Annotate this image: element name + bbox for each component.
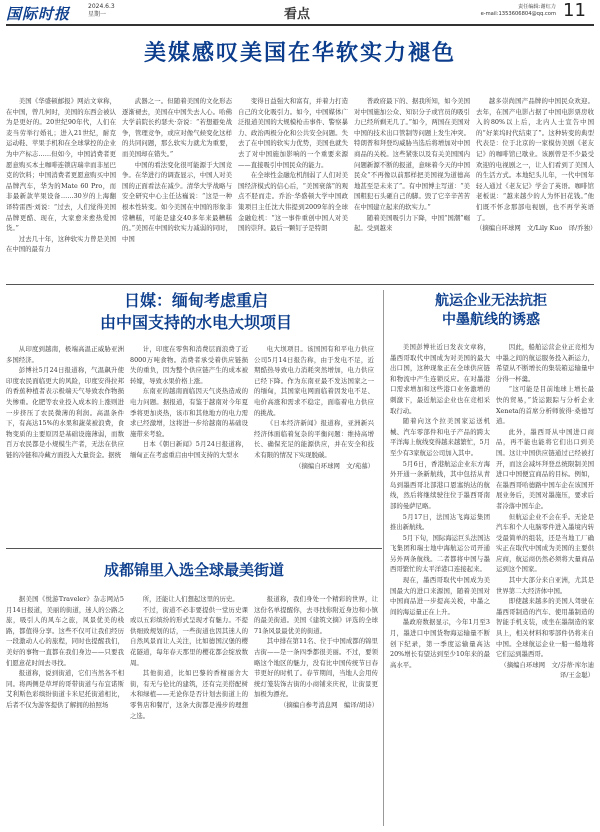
story2-paragraph: 彭博社5月24日报道称，气温飙升使印度农民面临更大的风险，印度安得拉邦的香蕉种植者表示极端天气导致农作物损失惨重。化肥等农业投入成本的上涨则进一步挤压了农民微薄的利润。高温条件下，有高达15%的水果和蔬菜被浪费，食物变质的主要原因是基础设施薄弱，而数百万农民都是小规模生产者，无法在供应链的冷链和冷藏方面投入大量资金。据统: [6, 366, 124, 459]
story4-signature: （摘编自参考消息网 编译/胡诗）: [279, 700, 378, 709]
story3-paragraph: 5月下旬，国际海运巨头法国达飞集团和瑞士地中海航运公司开通另外两条航线。二者都将中国与墨西哥繁忙的太平洋港口连接起来。: [390, 533, 490, 574]
story3-signature: （摘编自环球网 文/芬蒂·库尔迪 译/王金聪）: [500, 660, 600, 680]
story3-paragraph: 其中大部分来自亚洲，尤其是世界第二大经济体中国。: [496, 576, 594, 595]
story2-headline: [6, 290, 386, 334]
issue-date: [88, 3, 115, 19]
story3-column-2: [496, 342, 600, 826]
story3-paragraph: 随着向这个拉美国家运送机械、汽车零部件和电子产品的跨太平洋海上航线变得越来越繁忙，5月至少有3家航运公司加入其中。: [390, 417, 490, 457]
story2-paragraph: 日本《朝日新闻》5月24日报道称，缅甸正在考虑重启由中国支持的大型水: [130, 440, 248, 459]
story4-column-2: [130, 594, 248, 828]
story1-paragraph: 普政府最下的、据我所知，如今美国对中国施加公众、知识分子或官员的吸引力已经所剩无几了。”如今，两国在美国对中国的技术出口管制等问题上发生冲突。特朗普和拜登均威胁当选后将增加对中国商品的关税。这些紧张以及有关美国国内问题新源不断的报道，意味着今天的中国民众“不再像以前那样把美国视为道德高地甚至是未来了”。有中国博主写道：“美国粗犯石头砸自己的脚。毁了它辛辛苦苦在中国建立起来的软实力。”: [354, 97, 470, 211]
section-title: 看点: [284, 7, 311, 22]
story4-paragraph: 其中排在第11名、位于中国成都的锦里古街——是一条四季都很美丽。不过，要领略这个地区的魅力，没有比中国传统节日春节更好的时机了。春节期间，当地人会用传统灯笼装饰古街的小商铺来庆祝，让街景更加极为漂亮。: [254, 637, 378, 699]
story4-paragraph: 报道称，说到街道，它们当然各不相同。将两侧是草坪的哥带街道与布宜诺斯艾利斯色彩缤纷街道卡米尼托街道相比，后者不仅为游客提供了解拥的拍照场: [6, 669, 124, 709]
story3-paragraph: 此外，墨西哥从中国进口商品，再不能也能将它们出口到美国。这让中国供应链通过已经被打开，而这会减坏拜登总统限制美国进口中国便宜商品的目标。例如，在墨西哥哈德路中国车企在该国开展业务后，美国对墨施压，要求后者冷落中国车企。: [496, 427, 594, 510]
story1-column-2: [122, 96, 232, 280]
masthead: 国际时报: [6, 5, 71, 23]
story3-headline-line: 中墨航线的诱惑: [442, 312, 540, 328]
header-divider: [6, 24, 594, 26]
story4-headline: 成都锦里入选全球最美街道: [103, 561, 284, 579]
story3-paragraph: 但航运企业不会在乎。无论是汽车和个人电脑零件进入墨境内转受最简单的组装，还是当地工厂确实正在取代中国成为美国的主要供应商，航运商仍然必须将大量商品运到这个国家。: [496, 512, 594, 574]
story4-paragraph: 所，还能让人们想起这里的历史。: [142, 595, 239, 603]
story3-column-1: [390, 342, 490, 826]
story2-signature: （摘编自环球网 文/苑慕）: [295, 461, 374, 470]
story1-headline: 美媒感叹美国在华软实力褪色: [143, 41, 456, 66]
story1-paragraph: 随着美国吸引力下降，中国“国潮”崛起。受到越来: [354, 213, 470, 233]
page-number: 11: [563, 0, 586, 21]
story1-paragraph: 美国《华盛顿邮报》网站文章称，在中国，曾几何时，美国的东西会被认为是更好的。20世纪90年代，人们在麦当劳举行婚礼；进入21世纪，耐克运动鞋、苹果手机和在全球掌控的企业为中产标志……但如今，中国消费者更愿意购买本土咖啡连锁店瑞幸而非星巴克的饮料；中国消费者更愿意购买中国品牌汽车，华为的Mate 60 Pro，而非最新款苹果设备……30岁的上海翻译特雷西·刘说：“过去，人们觉得美国品牌更酷、现在，大家愈来愈热爱国货。”: [6, 97, 116, 233]
editor-name: 责任编辑:谢红力: [517, 4, 556, 10]
editor-info: [454, 4, 556, 18]
story1-column-3: [238, 96, 348, 280]
story3-paragraph: 因此，船舶运营企业正竞相为中墨之间的航运服务投入新运力，希望从不断增长的集装箱运输量中分得一杯羹。: [496, 343, 594, 383]
section-divider: [6, 548, 382, 549]
story1-column-1: [6, 96, 116, 280]
story3-paragraph: 美国彭博社近日发表文章称，墨西哥取代中国成为对美国的最大出口国，这种现象正在全球供应链和物流中产生连锁反应。在对墨港口需求增加和这些港口业务激增的刺激下，最近航运企业也在竞相采取行动。: [390, 343, 490, 415]
story1-column-4: [354, 96, 470, 280]
story2-headline-line: 由中国支持的水电大坝项目: [99, 313, 292, 332]
story1-signature: （摘编自环球网 文/Lily Kuo 译/乔独）: [476, 224, 597, 233]
story4-paragraph: 报道称，我们身处一个精彩的世界，让这份名单提醒你，去寻找你附近身边和小镇的最美街道。美国《建筑文摘》评选的全球71条风景最优美的街道。: [254, 595, 378, 635]
column-divider: [383, 290, 384, 826]
story1-paragraph: 中国的看法变化很可能源于大国竞争。在华进行的调查显示，中国人对美国的正面看法在减少。清华大学战略与安全研究中心主任达巍说：“这是一种根本性转变。如今美国在中国的形象非常糟糕，可能是建交40多年来最糟糕的。”美国在中国的软实力减弱的同时，中国: [122, 160, 232, 243]
story4-column-1: [6, 594, 124, 828]
story2-column-2: [130, 344, 248, 540]
story1-column-5: [476, 96, 597, 280]
page-header: [0, 0, 600, 26]
story4-column-3: [254, 594, 378, 828]
story2-column-1: [6, 344, 124, 540]
story2-paragraph: 从印度到越南，极端高温正威胁亚洲多国经济。: [6, 345, 124, 364]
story1-paragraph: 变得日益强大和富有，并着力打造自己的文化吸引力。如今，中国媒体广泛报道美国的大规模枪击事件、警察暴力、政治两极分化和公共安全问题。失去了在中国的软实力优势，美国也就失去了对中国施加影响的一个重要来源——直接吸引中国民众的能力。: [238, 97, 348, 169]
editor-email: e-mail:1353606804@qq.com: [480, 11, 556, 17]
story2-paragraph: 《日本经济新闻》报道称，亚洲新兴经济体面临着复杂的平衡问题：维持高增长、确保充足的能源供应，并在安全和技术有限的情况下实现脱碳。: [254, 419, 374, 459]
story2-paragraph: 东南亚的越南面临因天气炎热造成的电力问题。据报道，有鉴于越南对今年夏季将更加炎热，该市和其他地方的电力需求已经激增，这将进一步给越南的基础设施带来考验。: [130, 387, 248, 438]
story4-paragraph: 据美国《悦游Traveler》杂志网站5月14日报道，美丽的街道，迷人的公路之旅，吸引人的风车之旅，风景优美的栈路，都值得分享。这些不仅可让我们经历一段激动人心的旅程，同时也提醒我们，美好的事物一直都在我们身边——只要我们愿意花时间去寻找。: [6, 595, 124, 667]
story3-paragraph: 5月17日，法国达飞海运集团推出新航线。: [390, 512, 490, 532]
story1-paragraph: 武器之一。但随着美国的文化形态逐渐褪去，美国在中国失去人心。哈佛大学前院长约瑟夫·奈说：“若想避免战争，管理竞争，或应对像气候变化这样的共同问题，那么软实力就尤为重要，而美国却在错失。”: [122, 97, 232, 158]
story2-column-3: [254, 344, 374, 540]
story3-headline: [388, 292, 594, 330]
story3-paragraph: 现在，墨西哥取代中国成为美国最大的进口来源国，随着美国对中国商品进一步提高关税，中墨之间的海运量正在上升。: [390, 576, 490, 616]
date: 2024.6.3: [88, 3, 115, 10]
story2-headline-line: 日媒：缅甸考虑重启: [123, 291, 268, 310]
story3-headline-line: 航运企业无法抗拒: [435, 293, 547, 309]
section-divider: [6, 284, 594, 285]
story2-paragraph: 计，印度在零售和消费层面浪费了近8000万吨食物。消费者承受着供应链损失的重负，因为整个供应链产生的成本被转嫁，导致水果价格上涨。: [130, 345, 248, 385]
story3-paragraph: “这可能是目前地球上增长最快的贸易，”货运跟踪与分析企业Xeneta的首席分析师彼得·桑德写道。: [496, 385, 594, 426]
story2-paragraph: 电大坝项目。该国国有和平电力供应公司5月14日报告称，由于发电不足，近期酷热导致电力消耗突然增加，电力供应已经下降。作为东南亚最不发达国家之一的缅甸，其国家电网面临着因发电不足、电价高涨和需求不稳定，面临着电力供应的挑战。: [254, 345, 374, 417]
story3-paragraph: 5月6日，香港航运企业东方海外开通一条新航线，其中包括从青岛到墨西哥北部港口恩塞纳达的航线，然后将继续驶往位于墨西哥南部的曼萨尼略。: [390, 459, 490, 510]
story4-paragraph: 其他街道，比如巴黎的香榭丽舍大街，有无与伦比的建筑，还有完美搭配树木和绿植——无论你是否计划去街道上的零售店和餐厅，这条大街都是漫步的理想之选。: [130, 669, 248, 720]
story3-paragraph: 墨政府数据显示，今年1月至3月，墨进口中国货物海运输量不断创下纪录，第一季度运输量高达20%增长有望达到至少10年来的最高水平。: [390, 618, 490, 669]
weekday: 星期一: [88, 11, 107, 18]
story1-paragraph: 在全球性金融危机削弱了人们对美国经济模式的信心后，“美国衰落”的观点不胫而走。乔治·华盛顿大学中国政策项目主任沈大伟提到2009年的全球金融危机：“这一事件重创中国人对美国的崇拜。最后一颗钉子是特朗: [238, 171, 348, 233]
story4-paragraph: 不过，街道不必非要提供一堂历史课或以五彩缤纷的形式呈现才有魅力。不提供细致规划的话，一些街道也因其迷人的自然风景而让人关注，比如德国汉堡的樱花隧道，每年春天那里的樱花都会绽放数周。: [130, 605, 248, 667]
story1-paragraph: 过去几十年，这种软实力曾是美国在中国的最有力: [6, 234, 116, 254]
story3-paragraph: 即使越来越多的美国人驾驶在墨西哥制造的汽车、使用墨制造的智能手机支装，或坐在墨制造的家具上，相关材料和零部件仍将来自中国。全球航运企业一船一船地将它们运到墨西哥。: [496, 597, 594, 659]
story1-paragraph: 越多崇尚国产品牌的中国民众欢迎。去年，在国产电影占据了中国电影票房收入的80%以上后，北内人士宣告中国的“好莱坞时代结束了”。这种转变的典型代表是：位于北京的一家模仿美剧《老友记》的咖啡馆已歇业。该剧曾是不少最受欢迎的电视剧之一，让人们看到了美国人的生活方式。本地纪头儿年，一代中国年轻人通过《老友记》学会了英语。咖啡馆老板说：“越来越少的人为怀旧花钱。”他们既不怀念那部电视剧，也不再学英语了。: [476, 97, 594, 222]
